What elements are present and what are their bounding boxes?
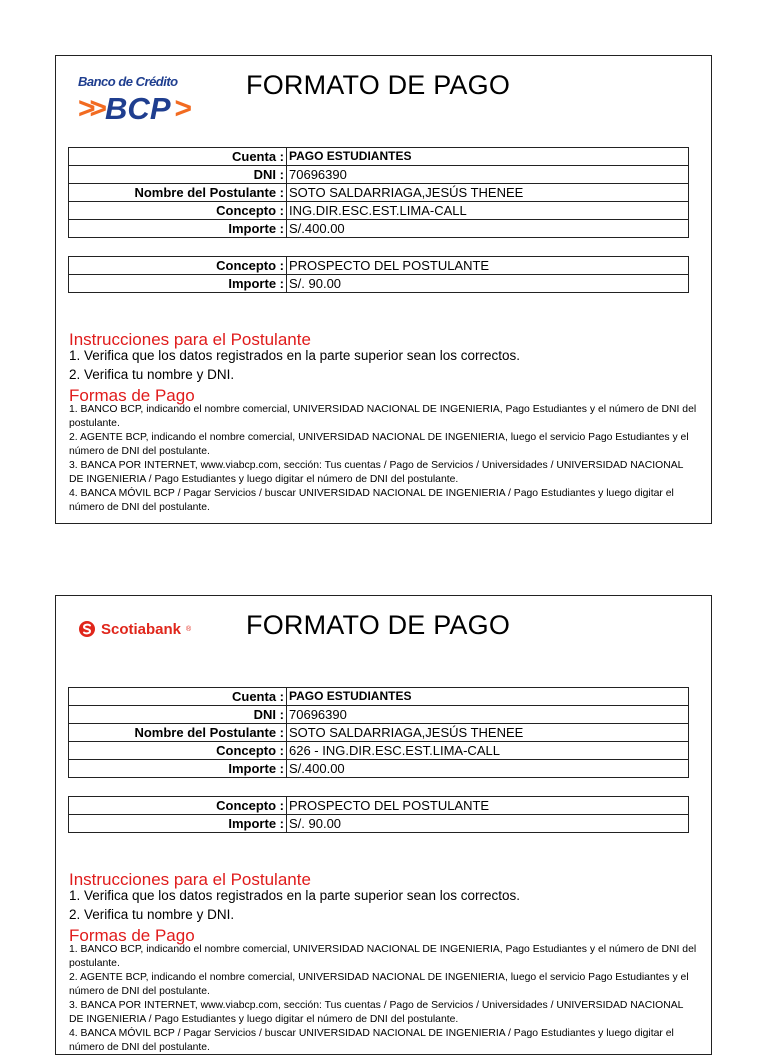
table-row [69,742,689,760]
scotiabank-logo [78,620,191,638]
list-item: 1. BANCO BCP, indicando el nombre comercial, UNIVERSIDAD NACIONAL DE INGENIERIA, Pago Estudiantes y el número de DNI del postulante. [69,944,697,969]
bcp-logo-subtitle: Banco de Crédito [78,74,178,89]
instruction-line: 1. Verifica que los datos registrados en la parte superior sean los correctos. [69,888,520,903]
scotiabank-s-icon [78,620,96,638]
payment-forms-title: Formas de Pago [69,926,195,945]
row-key: Importe : [69,220,287,238]
table-row [69,760,689,778]
scotiabank-logo-text: Scotiabank [101,620,182,638]
payment-format-card-scotiabank [55,595,712,1055]
page-title: FORMATO DE PAGO [246,70,511,100]
row-key: Nombre del Postulante : [69,184,287,202]
row-value: S/. 90.00 [287,275,689,293]
row-key: Importe : [69,815,287,833]
row-value: S/.400.00 [287,760,689,778]
row-key: Cuenta : [69,688,287,706]
row-value: PROSPECTO DEL POSTULANTE [287,797,689,815]
row-value: ING.DIR.ESC.EST.LIMA-CALL [287,202,689,220]
instruction-line: 1. Verifica que los datos registrados en la parte superior sean los correctos. [69,348,520,363]
row-value: S/.400.00 [287,220,689,238]
list-item: 2. AGENTE BCP, indicando el nombre comercial, UNIVERSIDAD NACIONAL DE INGENIERIA, luego el servicio Pago Estudiantes y el número de DNI del postulante. [69,972,689,997]
row-key: Importe : [69,760,287,778]
prospect-table [68,796,689,833]
list-item: 2. AGENTE BCP, indicando el nombre comercial, UNIVERSIDAD NACIONAL DE INGENIERIA, luego el servicio Pago Estudiantes y el número de DNI del postulante. [69,432,689,457]
list-item: 1. BANCO BCP, indicando el nombre comercial, UNIVERSIDAD NACIONAL DE INGENIERIA, Pago Estudiantes y el número de DNI del postulante. [69,404,697,429]
chevron-right-icon: >> [78,92,102,125]
row-value: PROSPECTO DEL POSTULANTE [287,257,689,275]
table-row [69,148,689,166]
bcp-logo-text: BCP [105,91,171,126]
row-value: S/. 90.00 [287,815,689,833]
list-item: 4. BANCA MÓVIL BCP / Pagar Servicios / buscar UNIVERSIDAD NACIONAL DE INGENIERIA / Pago Estudiantes y luego digitar el número de DNI del postulante. [69,488,674,513]
table-row [69,275,689,293]
row-value: 70696390 [287,706,689,724]
payment-forms-list [69,403,697,515]
registered-mark: ® [186,625,192,633]
table-row [69,724,689,742]
row-value: SOTO SALDARRIAGA,JESÚS THENEE [287,724,689,742]
table-row [69,688,689,706]
row-key: Concepto : [69,202,287,220]
table-row [69,166,689,184]
instruction-line: 2. Verifica tu nombre y DNI. [69,367,235,382]
row-value: 70696390 [287,166,689,184]
list-item: 3. BANCA POR INTERNET, www.viabcp.com, sección: Tus cuentas / Pago de Servicios / Universidades / UNIVERSIDAD NACIONAL DE INGENIERIA / Pago Estudiantes y luego digitar el número de DNI del postulante. [69,1000,684,1025]
payment-details-table [68,147,689,238]
table-row [69,257,689,275]
table-row [69,797,689,815]
table-row [69,184,689,202]
page-title: FORMATO DE PAGO [246,610,511,640]
row-key: Concepto : [69,797,287,815]
payment-forms-list [69,943,697,1055]
row-key: Nombre del Postulante : [69,724,287,742]
payment-format-card-bcp [55,55,712,524]
instructions-title: Instrucciones para el Postulante [69,330,311,349]
row-key: Concepto : [69,257,287,275]
table-row [69,815,689,833]
chevron-right-icon: > [174,92,187,125]
row-key: Cuenta : [69,148,287,166]
instructions-title: Instrucciones para el Postulante [69,870,311,889]
table-row [69,220,689,238]
list-item: 4. BANCA MÓVIL BCP / Pagar Servicios / buscar UNIVERSIDAD NACIONAL DE INGENIERIA / Pago Estudiantes y luego digitar el número de DNI del postulante. [69,1028,674,1053]
prospect-table [68,256,689,293]
row-key: DNI : [69,166,287,184]
row-key: Importe : [69,275,287,293]
row-key: Concepto : [69,742,287,760]
instruction-line: 2. Verifica tu nombre y DNI. [69,907,235,922]
row-value: SOTO SALDARRIAGA,JESÚS THENEE [287,184,689,202]
row-value: PAGO ESTUDIANTES [287,148,689,166]
row-value: PAGO ESTUDIANTES [287,688,689,706]
table-row [69,202,689,220]
payment-forms-title: Formas de Pago [69,386,195,405]
payment-details-table [68,687,689,778]
row-key: DNI : [69,706,287,724]
bcp-logo [78,74,218,140]
table-row [69,706,689,724]
row-value: 626 - ING.DIR.ESC.EST.LIMA-CALL [287,742,689,760]
list-item: 3. BANCA POR INTERNET, www.viabcp.com, sección: Tus cuentas / Pago de Servicios / Universidades / UNIVERSIDAD NACIONAL DE INGENIERIA / Pago Estudiantes y luego digitar el número de DNI del postulante. [69,460,684,485]
